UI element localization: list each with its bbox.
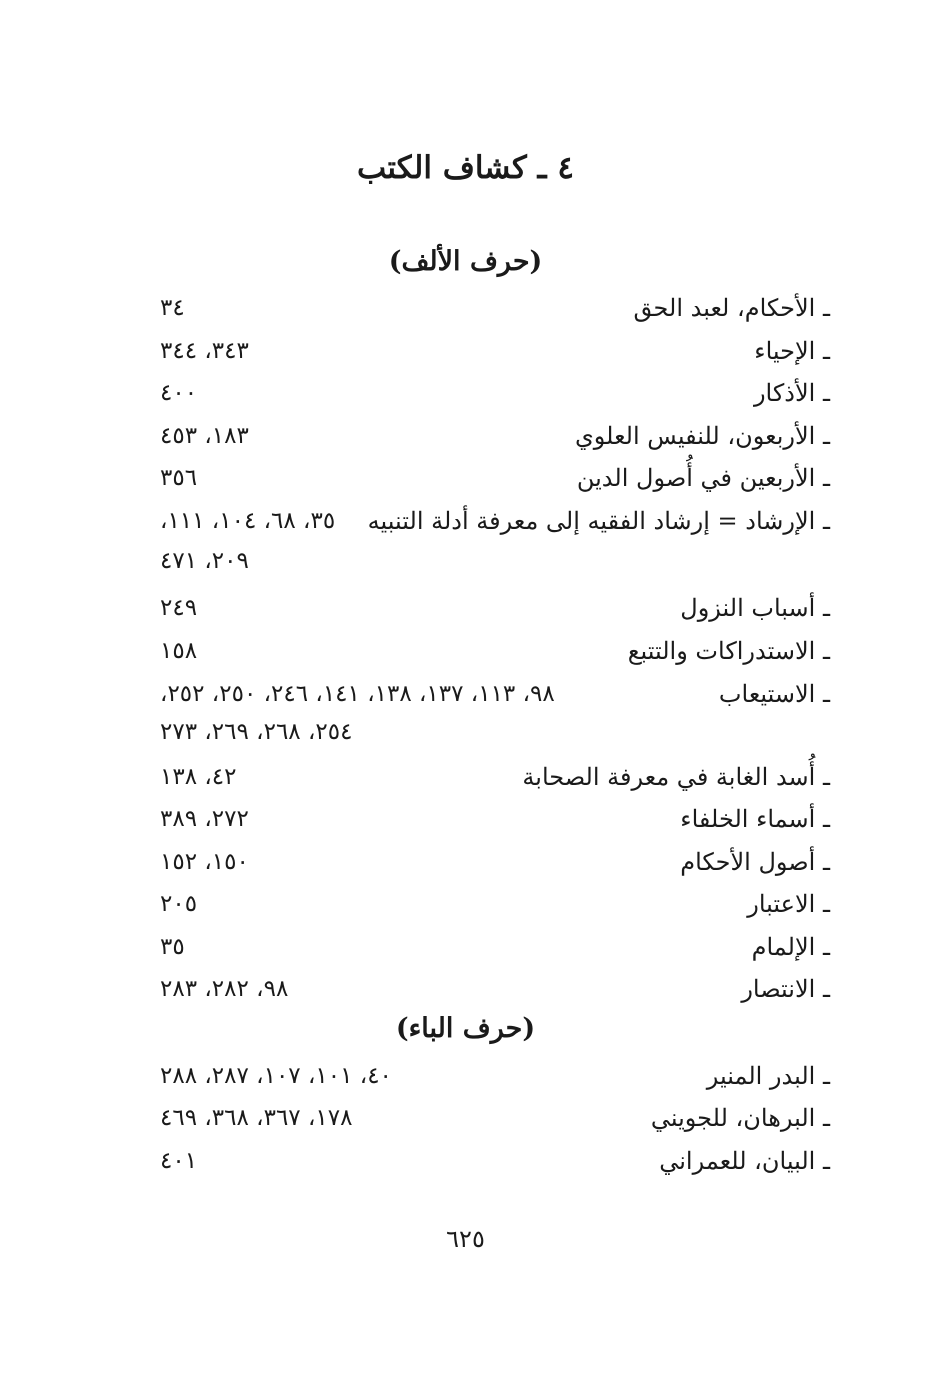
- entry-title: ـ الانتصار: [741, 975, 830, 1003]
- entry-title: ـ أُسد الغابة في معرفة الصحابة: [522, 763, 830, 791]
- entry-pages: ٣٤: [160, 295, 185, 321]
- entry-title: ـ الأربعون، للنفيس العلوي: [574, 422, 830, 450]
- entry-pages: ٩٨، ٢٨٢، ٢٨٣: [160, 976, 289, 1002]
- entry-pages-continued: ٢٠٩، ٤٧١: [160, 548, 249, 574]
- entry-pages: ٤٠٠: [160, 380, 198, 406]
- index-entry: [160, 633, 830, 673]
- index-entry: [160, 290, 830, 330]
- index-entry: [160, 971, 830, 1011]
- index-entry: [160, 676, 830, 716]
- entry-pages: ١٥٨: [160, 638, 198, 664]
- entry-pages: ٤٢، ١٣٨: [160, 764, 237, 790]
- entry-title: ـ أسماء الخلفاء: [680, 805, 830, 833]
- entry-title: ـ أصول الأحكام: [680, 848, 830, 876]
- index-entry: [160, 1100, 830, 1140]
- entry-title: ـ الأحكام، لعبد الحق: [633, 294, 830, 322]
- index-entry: [160, 886, 830, 926]
- entry-title: ـ الأذكار: [753, 379, 830, 407]
- entry-title: ـ البدر المنير: [706, 1062, 830, 1090]
- entry-pages: ٣٥: [160, 934, 185, 960]
- entry-title: ـ أسباب النزول: [680, 594, 830, 622]
- index-entry: [160, 1143, 830, 1183]
- index-entry: [160, 759, 830, 799]
- page-number: ٦٢٥: [446, 1225, 485, 1253]
- entry-title: ـ الاستدراكات والتتبع: [627, 637, 830, 665]
- entry-pages-continued: ٢٥٤، ٢٦٨، ٢٦٩، ٢٧٣: [160, 719, 353, 745]
- entry-pages: ٤٠، ١٠١، ١٠٧، ٢٨٧، ٢٨٨: [160, 1063, 392, 1089]
- page-title: ٤ ـ كشاف الكتب: [356, 150, 575, 186]
- index-entry: [160, 801, 830, 841]
- entry-pages: ٣٥٦: [160, 465, 198, 491]
- index-entry: [160, 333, 830, 373]
- section-heading-alif: (حرف الألف): [388, 246, 543, 277]
- entry-pages: ١٧٨، ٣٦٧، ٣٦٨، ٤٦٩: [160, 1105, 353, 1131]
- section-heading-ba: (حرف الباء): [395, 1013, 536, 1044]
- entry-pages: ٢٤٩: [160, 595, 198, 621]
- entry-title: ـ البيان، للعمراني: [659, 1147, 830, 1175]
- entry-title: ـ الأربعين في أُصول الدين: [576, 464, 830, 492]
- entry-title: ـ البرهان، للجويني: [650, 1104, 830, 1132]
- index-entry: [160, 418, 830, 458]
- entry-pages: ١٥٠، ١٥٢: [160, 849, 249, 875]
- entry-pages: ٢٧٢، ٣٨٩: [160, 806, 249, 832]
- entry-pages: ٣٥، ٦٨، ١٠٤، ١١١،: [160, 508, 336, 534]
- index-entry: [160, 929, 830, 969]
- entry-title: ـ الإحياء: [754, 337, 830, 365]
- entry-pages: ٢٠٥: [160, 891, 198, 917]
- index-entry: [160, 503, 830, 543]
- entry-pages: ٣٤٣، ٣٤٤: [160, 338, 249, 364]
- index-entry: [160, 460, 830, 500]
- entry-pages: ١٨٣، ٤٥٣: [160, 423, 249, 449]
- entry-title: ـ الإلمام: [751, 933, 830, 961]
- index-entry: [160, 844, 830, 884]
- entry-title: ـ الإرشاد = إرشاد الفقيه إلى معرفة أدلة التنبيه: [367, 507, 830, 535]
- entry-pages: ٤٠١: [160, 1148, 198, 1174]
- entry-pages: ٩٨، ١١٣، ١٣٧، ١٣٨، ١٤١، ٢٤٦، ٢٥٠، ٢٥٢،: [160, 681, 555, 707]
- entry-title: ـ الاعتبار: [747, 890, 830, 918]
- index-entry: [160, 590, 830, 630]
- index-entry: [160, 375, 830, 415]
- index-entry: [160, 1058, 830, 1098]
- entry-title: ـ الاستيعاب: [718, 680, 830, 708]
